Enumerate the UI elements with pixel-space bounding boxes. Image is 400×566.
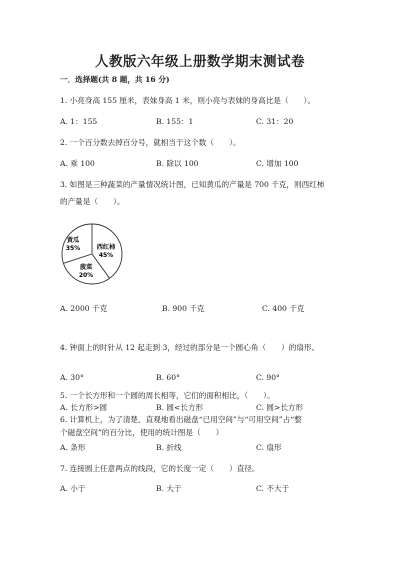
page-title: 人教版六年级上册数学期末测试卷: [95, 54, 305, 70]
slice-pct-cucumber: 35%: [65, 245, 81, 252]
q4-option-a: A. 30°: [60, 373, 84, 382]
q5-option-a: A. 长方形>圆: [60, 403, 108, 412]
q5-option-c: C. 圆>长方形: [256, 403, 304, 412]
question-4: 4. 钟面上的时针从 12 起走到 3，经过的部分是一个圆心角（ ）的扇形。: [60, 343, 320, 352]
q4-option-c: C. 90°: [256, 373, 280, 382]
slice-label-spinach: 菠菜: [79, 264, 93, 271]
pie-chart: [58, 221, 128, 287]
question-2: 2. 一个百分数去掉百分号，就相当于这个数（ ）。: [60, 138, 241, 147]
q3-option-b: B. 900 千克: [162, 304, 205, 313]
slice-pct-tomato: 45%: [98, 252, 114, 259]
q3-option-a: A. 2000 千克: [60, 304, 108, 313]
q1-option-a: A. 1：155: [60, 117, 98, 126]
q7-option-c: C. 不大于: [256, 484, 290, 493]
question-7: 7. 连接圆上任意两点的线段，它的长度一定（ ）直径。: [60, 464, 260, 473]
slice-pct-spinach: 20%: [78, 272, 94, 279]
q2-option-c: C. 增加 100: [256, 159, 299, 168]
q7-option-a: A. 小于: [60, 484, 86, 493]
q1-option-b: B. 155：1: [156, 117, 194, 126]
question-5: 5. 一个长方形和一个圆的周长相等，它们的面积相比，（ ）。: [60, 391, 275, 400]
q6-option-b: B. 折线: [156, 443, 182, 452]
slice-label-cucumber: 黄瓜: [66, 237, 80, 244]
section-heading: 一．选择题(共 8 题，共 16 分): [60, 75, 170, 84]
q5-option-b: B. 圆<长方形: [156, 403, 204, 412]
q3-option-c: C. 400 千克: [262, 304, 305, 313]
question-3-line-1: 3. 如图是三种蔬菜的产量情况统计图，已知黄瓜的产量是 700 千克，则西红柿: [60, 180, 325, 189]
q2-option-b: B. 除以 100: [156, 159, 199, 168]
slice-label-tomato: 西红柿: [96, 244, 116, 251]
q6-option-c: C. 扇形: [256, 443, 282, 452]
q2-option-a: A. 乘 100: [60, 159, 95, 168]
question-6-line-2: 个磁盘空间”的百分比，使用的统计图是（ ）: [60, 428, 224, 437]
q6-option-a: A. 条形: [60, 443, 86, 452]
question-3-line-2: 的产量是（ ）。: [60, 197, 125, 206]
q1-option-c: C. 31：20: [256, 117, 294, 126]
q7-option-b: B. 大于: [156, 484, 182, 493]
question-6-line-1: 6. 计算机上，为了清楚、直观地看出磁盘“已用空间”与“可用空间”占“整: [60, 415, 302, 424]
q4-option-b: B. 60°: [156, 373, 180, 382]
question-1: 1. 小亮身高 155 厘米，表妹身高 1 米，则小亮与表妹的身高比是（ ）。: [60, 96, 316, 105]
